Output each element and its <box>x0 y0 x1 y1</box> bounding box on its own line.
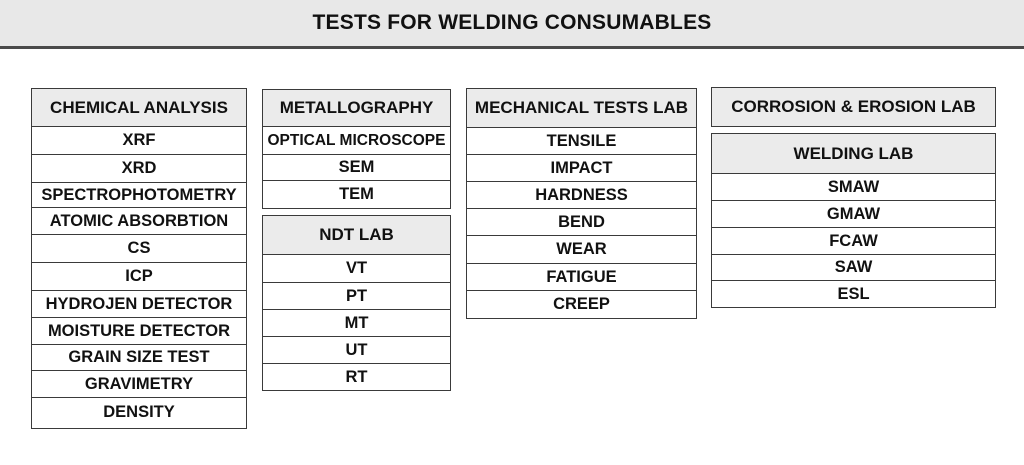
list-item: UT <box>263 337 450 364</box>
list-item: VT <box>263 255 450 283</box>
metallography-box <box>262 89 451 209</box>
list-item: XRF <box>32 127 246 155</box>
chemical-analysis-box <box>31 88 247 429</box>
list-item: DENSITY <box>103 402 175 421</box>
metallography-header: METALLOGRAPHY <box>263 90 450 127</box>
list-item: CREEP <box>553 295 610 313</box>
page-title: TESTS FOR WELDING CONSUMABLES <box>312 11 712 34</box>
list-item: ICP <box>32 263 246 291</box>
ndt-lab-box <box>262 215 451 391</box>
list-item: HARDNESS <box>467 182 696 209</box>
list-item: IMPACT <box>467 155 696 182</box>
list-item: WEAR <box>467 236 696 264</box>
list-item: ESL <box>837 284 870 303</box>
mechanical-tests-header: MECHANICAL TESTS LAB <box>467 89 696 128</box>
list-item: ATOMIC ABSORBTION <box>32 208 246 235</box>
list-item: TEM <box>339 185 374 203</box>
corrosion-erosion-header: CORROSION & EROSION LAB <box>731 97 976 116</box>
list-item: SPECTROPHOTOMETRY <box>32 183 246 208</box>
list-item: GRAVIMETRY <box>32 371 246 398</box>
list-item: BEND <box>467 209 696 236</box>
list-item: RT <box>345 367 368 386</box>
list-item: CS <box>32 235 246 263</box>
list-item: FATIGUE <box>467 264 696 291</box>
title-bar <box>0 0 1024 49</box>
list-item: SEM <box>263 155 450 181</box>
mechanical-tests-box <box>466 88 697 319</box>
list-item: PT <box>263 283 450 310</box>
list-item: OPTICAL MICROSCOPE <box>263 127 450 155</box>
list-item: SMAW <box>712 174 995 201</box>
list-item: MT <box>263 310 450 337</box>
list-item: MOISTURE DETECTOR <box>32 318 246 345</box>
welding-lab-box <box>711 133 996 308</box>
list-item: FCAW <box>712 228 995 255</box>
list-item: HYDROJEN DETECTOR <box>32 291 246 318</box>
welding-lab-header: WELDING LAB <box>712 134 995 174</box>
list-item: GRAIN SIZE TEST <box>32 345 246 371</box>
list-item: GMAW <box>712 201 995 228</box>
corrosion-erosion-box <box>711 87 996 127</box>
list-item: TENSILE <box>467 128 696 155</box>
list-item: XRD <box>32 155 246 183</box>
list-item: SAW <box>712 255 995 281</box>
chemical-analysis-header: CHEMICAL ANALYSIS <box>32 89 246 127</box>
ndt-lab-header: NDT LAB <box>263 216 450 255</box>
